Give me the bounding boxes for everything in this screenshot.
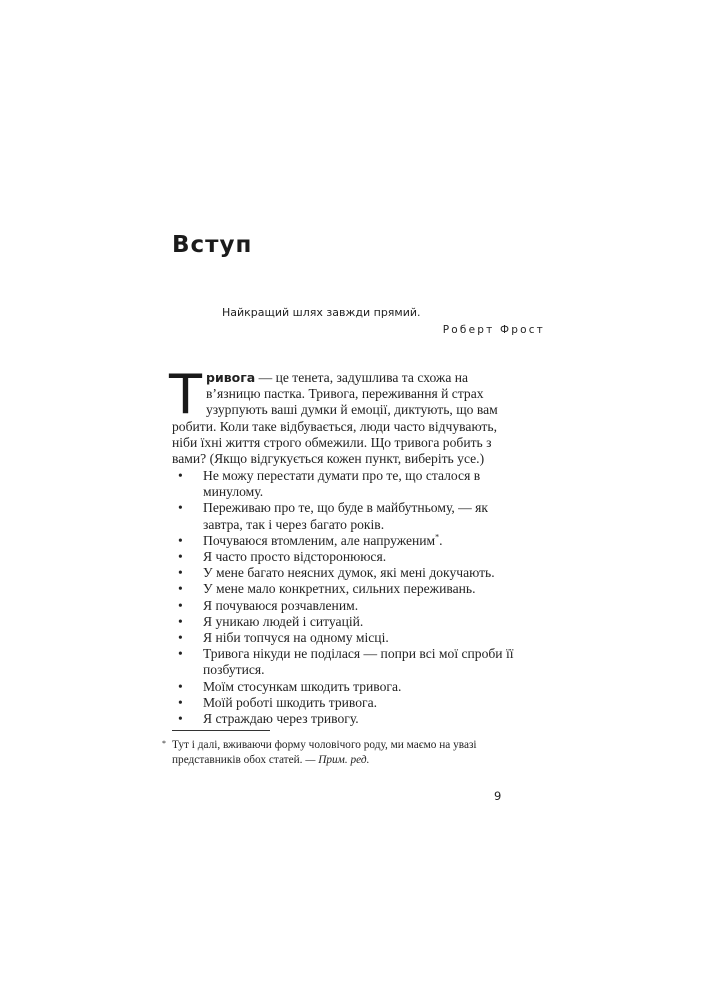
list-item-text: Моїй роботі шкодить тривога. (203, 694, 378, 710)
bullet-marker: • (178, 500, 183, 516)
epigraph (222, 306, 545, 336)
list-item-text: Моїм стосункам шкодить тривога. (203, 678, 402, 694)
list-item (178, 598, 528, 614)
bullet-marker: • (178, 532, 183, 548)
list-item-text: Переживаю про те, що буде в майбутньому, — як завтра, так і через багато років. (203, 500, 489, 532)
bullet-marker: • (178, 694, 183, 710)
list-item (178, 711, 528, 727)
bullet-marker: • (178, 549, 183, 565)
list-item-text: Я часто просто відсторонююся. (203, 549, 387, 565)
epigraph-author: Роберт Фрост (442, 324, 545, 336)
list-item (178, 581, 528, 597)
anxiety-checklist (178, 468, 528, 727)
footnote-mark: * (162, 739, 166, 748)
list-item (178, 565, 528, 581)
page-number: 9 (494, 789, 502, 803)
list-item-text: Не можу перестати думати про те, що сталося в минулому. (203, 468, 481, 500)
bullet-marker: • (178, 581, 183, 597)
list-item-text: У мене багато неясних думок, які мені докучають. (203, 565, 495, 581)
intro-body: — це тенета, задушлива та схожа на в’язницю пастка. Тривога, переживання й страх узурпують ваші думки й емоції, диктують, що вам робити. Коли таке відбувається, люди часто відчувають, ніби їхні життя строго обмежили. Що тривога робить з вами? (Якщо відгукується кожен пункт, виберіть усе.) (172, 370, 498, 467)
list-item-text: Тривога нікуди не поділася — попри всі мої спроби її позбутися. (203, 646, 514, 678)
footnote (162, 738, 532, 768)
bullet-marker: • (178, 565, 183, 581)
list-item-text: У мене мало конкретних, сильних переживань. (203, 581, 476, 597)
bullet-marker: • (178, 630, 183, 646)
list-item-text: Я почуваюся розчавленим. (203, 597, 359, 613)
bullet-marker: • (178, 711, 183, 727)
list-item: • Почуваюся втомленим, але напруженим*. (178, 532, 443, 548)
intro-paragraph (169, 363, 524, 467)
list-item (178, 646, 528, 678)
chapter-title: Вступ (172, 232, 253, 258)
list-item (178, 630, 528, 646)
footnote-text: Тут і далі, вживаючи форму чоловічого роду, ми маємо на увазі представників обох статей. (172, 739, 477, 766)
bullet-marker: • (178, 678, 183, 694)
bullet-marker: • (178, 597, 183, 613)
footnote-divider (172, 730, 270, 731)
lead-word: ривога (206, 370, 256, 385)
list-item (178, 500, 528, 532)
list-item (178, 695, 528, 711)
bullet-marker: • (178, 468, 183, 483)
list-item (178, 614, 528, 630)
list-item-text: Я уникаю людей і ситуацій. (203, 613, 364, 629)
list-item (178, 679, 528, 695)
editor-note: — Прим. ред. (302, 754, 370, 766)
bullet-marker: • (178, 646, 183, 662)
footnote-reference: * (435, 532, 440, 542)
epigraph-quote: Найкращий шлях завжди прямий. (222, 306, 421, 319)
drop-cap: Т (169, 363, 202, 426)
list-item-text: Я страждаю через тривогу. (203, 711, 359, 727)
bullet-marker: • (178, 613, 183, 629)
list-item-text: Почуваюся втомленим, але напруженим (203, 532, 436, 548)
list-item-text: Я ніби топчуся на одному місці. (203, 630, 389, 646)
list-item (178, 549, 528, 565)
list-item (178, 468, 528, 500)
